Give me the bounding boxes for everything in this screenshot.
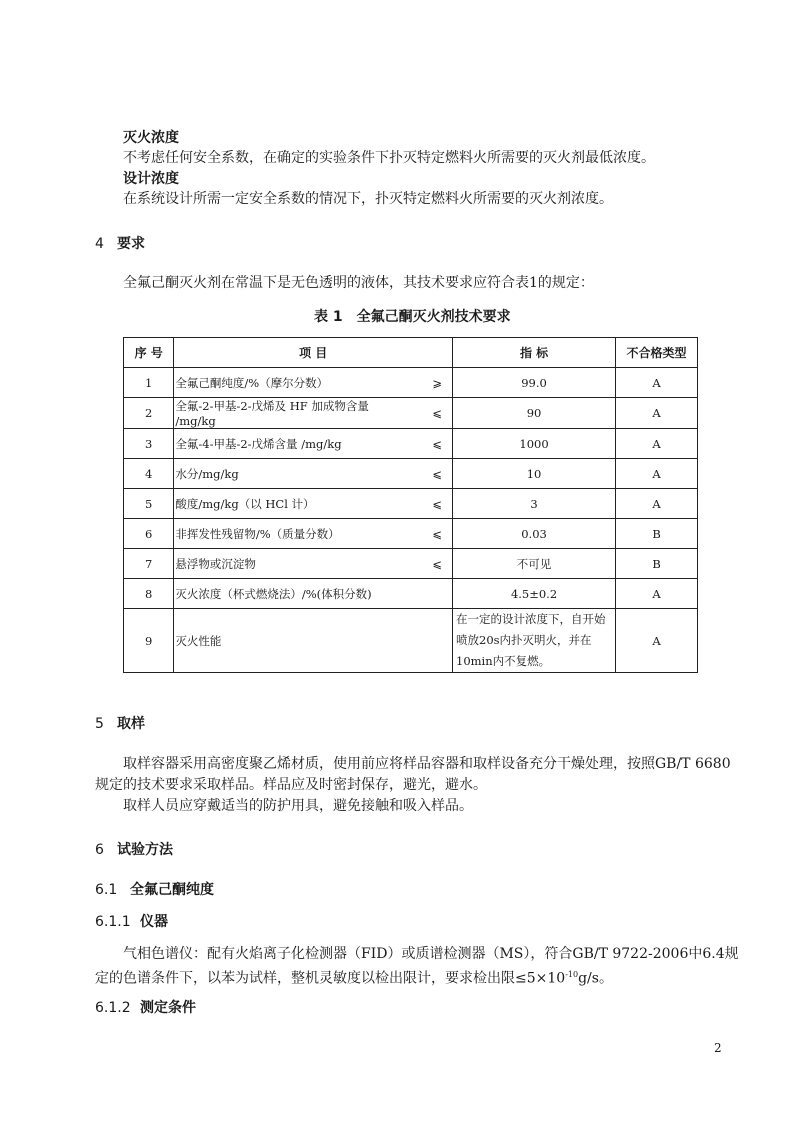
row-comparator: ⩾: [399, 368, 453, 398]
row-no: 7: [124, 549, 174, 579]
header-no: 序 号: [124, 338, 174, 368]
page-number: 2: [714, 1041, 722, 1055]
section-number: 6: [95, 842, 104, 858]
section-5-paragraph-2: 取样人员应穿戴适当的防护用具，避免接触和吸入样品。: [123, 798, 473, 814]
row-comparator: ⩽: [399, 489, 453, 519]
section-5-paragraph-1-line-2: 规定的技术要求采取样品。样品应及时密封保存，避光，避水。: [95, 777, 487, 793]
section-number: 4: [95, 236, 104, 252]
row-value: 3: [453, 489, 616, 519]
row-class: A: [616, 429, 698, 459]
section-6-1-1-line-1: 气相色谱仪：配有火焰离子化检测器（FID）或质谱检测器（MS），符合GB/T 9722-2006中6.4规: [123, 946, 739, 962]
row-class: A: [616, 609, 698, 673]
row-no: 2: [124, 398, 174, 429]
row-comparator: ⩽: [399, 519, 453, 549]
row-comparator: ⩽: [399, 459, 453, 489]
table-row: [124, 398, 698, 429]
section-6-1-heading: [95, 879, 214, 899]
row-value-line: 10min内不复燃。: [456, 654, 551, 668]
row-class: A: [616, 579, 698, 609]
row-comparator: ⩽: [399, 398, 453, 429]
row-value-line: 在一定的设计浓度下，自开始: [456, 612, 606, 626]
section-title: 全氟己酮纯度: [130, 882, 214, 898]
section-title: 要求: [117, 236, 145, 252]
row-class: B: [616, 549, 698, 579]
table-header-row: [124, 338, 698, 368]
section-number: 6.1.1: [95, 914, 131, 930]
row-value: 99.0: [453, 368, 616, 398]
row-value: 不可见: [453, 549, 616, 579]
row-no: 4: [124, 459, 174, 489]
definition-text-design-concentration: 在系统设计所需一定安全系数的情况下，扑灭特定燃料火所需要的灭火剂浓度。: [123, 191, 613, 207]
text-segment: g/s。: [578, 970, 613, 987]
table-row: [124, 368, 698, 398]
table-row: [124, 579, 698, 609]
row-value: [453, 609, 616, 673]
section-title: 取样: [117, 716, 145, 732]
section-6-heading: [95, 839, 173, 859]
section-4-intro: 全氟己酮灭火剂在常温下是无色透明的液体，其技术要求应符合表1的规定：: [123, 275, 594, 291]
row-item: 悬浮物或沉淀物: [174, 549, 399, 579]
row-no: 6: [124, 519, 174, 549]
table-row: [124, 429, 698, 459]
row-value: 10: [453, 459, 616, 489]
section-6-1-1-heading: [95, 911, 168, 931]
row-value: 90: [453, 398, 616, 429]
row-item: 酸度/mg/kg（以 HCl 计）: [174, 489, 399, 519]
table-row: [124, 519, 698, 549]
table-row: [124, 609, 698, 673]
table-row: [124, 489, 698, 519]
table-row: [124, 549, 698, 579]
row-item: 灭火性能: [174, 609, 453, 673]
row-value: 4.5±0.2: [453, 579, 616, 609]
definition-term-extinguishing-concentration: 灭火浓度: [123, 130, 179, 146]
row-comparator: ⩽: [399, 429, 453, 459]
row-comparator: ⩽: [399, 549, 453, 579]
section-number: 6.1.2: [95, 1000, 131, 1016]
section-title: 仪器: [140, 914, 168, 930]
table-row: [124, 459, 698, 489]
row-no: 3: [124, 429, 174, 459]
row-value: 0.03: [453, 519, 616, 549]
row-class: A: [616, 489, 698, 519]
row-class: B: [616, 519, 698, 549]
definition-text-extinguishing-concentration: 不考虑任何安全系数，在确定的实验条件下扑灭特定燃料火所需要的灭火剂最低浓度。: [123, 150, 655, 166]
definition-term-design-concentration: 设计浓度: [123, 171, 179, 187]
section-number: 5: [95, 716, 104, 732]
row-class: A: [616, 398, 698, 429]
table-caption-title: 全氟己酮灭火剂技术要求: [356, 309, 511, 325]
row-no: 1: [124, 368, 174, 398]
header-nonconformity-type: 不合格类型: [616, 338, 698, 368]
section-6-1-2-heading: [95, 997, 196, 1017]
section-5-heading: [95, 713, 145, 733]
row-item: 非挥发性残留物/%（质量分数）: [174, 519, 399, 549]
text-segment: 定的色谱条件下，以苯为试样，整机灵敏度以检出限计，要求检出限≤5×10: [95, 970, 566, 987]
row-class: A: [616, 459, 698, 489]
header-item: 项 目: [174, 338, 453, 368]
requirements-table: [123, 337, 698, 673]
row-no: 8: [124, 579, 174, 609]
section-4-heading: [95, 233, 145, 253]
row-value: 1000: [453, 429, 616, 459]
section-title: 测定条件: [140, 1000, 196, 1016]
row-item: 全氟-2-甲基-2-戊烯及 HF 加成物含量 /mg/kg: [174, 398, 399, 429]
section-number: 6.1: [95, 882, 118, 898]
header-indicator: 指 标: [453, 338, 616, 368]
row-item: 全氟-4-甲基-2-戊烯含量 /mg/kg: [174, 429, 399, 459]
table-caption-number: 表 1: [314, 309, 343, 325]
row-class: A: [616, 368, 698, 398]
row-item: 全氟己酮纯度/%（摩尔分数）: [174, 368, 399, 398]
section-title: 试验方法: [117, 842, 173, 858]
table-caption: [314, 306, 511, 326]
exponent: -10: [565, 970, 579, 979]
row-item: 灭火浓度（杯式燃烧法）/%(体积分数): [174, 579, 453, 609]
section-6-1-1-line-2: [95, 965, 613, 989]
section-5-paragraph-1-line-1: 取样容器采用高密度聚乙烯材质，使用前应将样品容器和取样设备充分干燥处理，按照GB/T 6680: [123, 756, 731, 772]
row-no: 5: [124, 489, 174, 519]
row-value-line: 喷放20s内扑灭明火，并在: [456, 633, 592, 647]
row-item: 水分/mg/kg: [174, 459, 399, 489]
row-no: 9: [124, 609, 174, 673]
